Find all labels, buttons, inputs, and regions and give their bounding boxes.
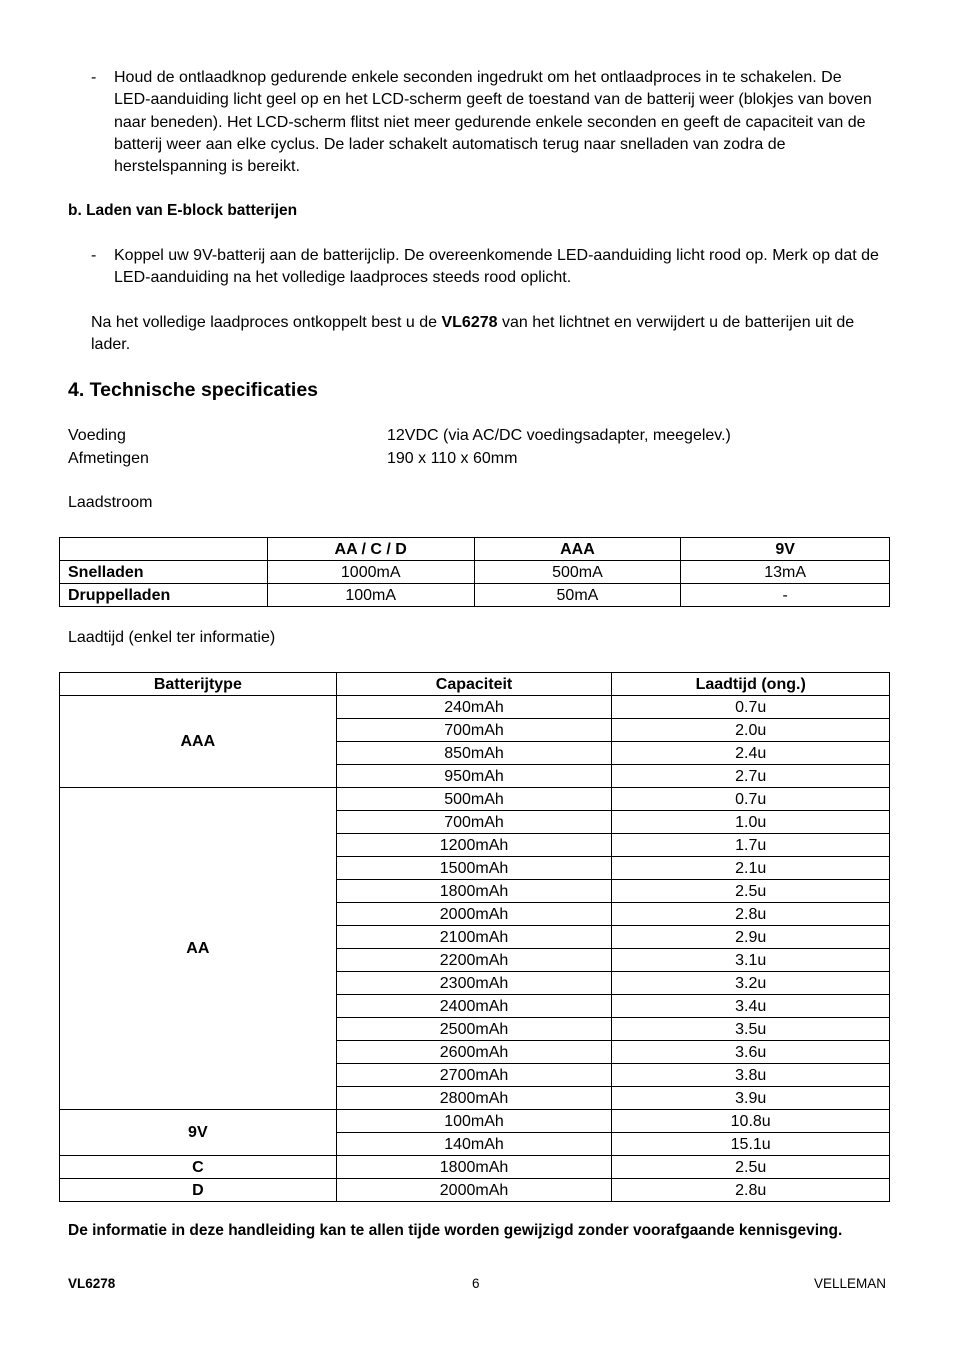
table-row [60, 696, 890, 719]
capacity-cell: 140mAh [336, 1133, 612, 1156]
table-header: Capaciteit [336, 673, 612, 696]
section-4-heading: 4. Technische specificaties [68, 379, 319, 401]
disclaimer-notice: De informatie in deze handleiding kan te allen tijde worden gewijzigd zonder voorafgaande kennisgeving. [68, 1222, 843, 1239]
battery-type-cell: 9V [60, 1110, 337, 1156]
table-header-row [60, 538, 890, 561]
charge-time-cell: 3.8u [612, 1064, 890, 1087]
charge-time-cell: 1.0u [612, 811, 890, 834]
eblock-bullet-text: Koppel uw 9V-batterij aan de batterijclip. De overeenkomende LED-aanduiding licht rood op. Merk op dat de LED-aanduiding na het volledige laadproces steeds rood oplicht. [114, 247, 879, 287]
table-row [60, 584, 890, 607]
discharge-bullet-text: Houd de ontlaadknop gedurende enkele seconden ingedrukt om het ontlaadproces in te schakelen. De LED-aanduiding licht geel op en het LCD-scherm geeft de toestand van de batterij weer (blokjes van boven naar beneden). Het LCD-scherm flitst niet meer gedurende enkele seconden en geeft de capaciteit van de batterij weer aan elke cyclus. De lader schakelt automatisch terug naar snelladen van zodra de herstelspanning is bereikt. [114, 69, 872, 176]
spec-value-afmetingen: 190 x 110 x 60mm [387, 450, 518, 467]
footer-model: VL6278 [68, 1276, 116, 1291]
charge-current-table [59, 537, 890, 607]
table-header [60, 538, 268, 561]
charge-time-cell: 15.1u [612, 1133, 890, 1156]
charge-time-cell: 3.6u [612, 1041, 890, 1064]
spec-label-afmetingen: Afmetingen [68, 450, 149, 467]
capacity-cell: 2300mAh [336, 972, 612, 995]
table-header-row [60, 673, 890, 696]
charge-time-cell: 2.8u [612, 1179, 890, 1202]
capacity-cell: 2600mAh [336, 1041, 612, 1064]
capacity-cell: 2200mAh [336, 949, 612, 972]
capacity-cell: 1500mAh [336, 857, 612, 880]
charge-time-cell: 10.8u [612, 1110, 890, 1133]
charge-time-cell: 3.2u [612, 972, 890, 995]
footer-page-number: 6 [472, 1276, 480, 1291]
capacity-cell: 1800mAh [336, 1156, 612, 1179]
capacity-cell: 2500mAh [336, 1018, 612, 1041]
eblock-bullet [91, 245, 881, 290]
capacity-cell: 2400mAh [336, 995, 612, 1018]
table-header: AAA [474, 538, 681, 561]
table-row [60, 788, 890, 811]
footer-brand: VELLEMAN [813, 1276, 886, 1291]
charge-time-cell: 2.4u [612, 742, 890, 765]
spec-label-voeding: Voeding [68, 427, 126, 444]
charge-time-cell: 3.9u [612, 1087, 890, 1110]
battery-type-cell: AAA [60, 696, 337, 788]
table-cell: 13mA [681, 561, 890, 584]
laadstroom-label: Laadstroom [68, 494, 153, 511]
capacity-cell: 2000mAh [336, 903, 612, 926]
charge-time-cell: 2.9u [612, 926, 890, 949]
charge-time-cell: 0.7u [612, 788, 890, 811]
table-cell: 500mA [474, 561, 681, 584]
table-cell: 1000mA [267, 561, 474, 584]
table-cell: 100mA [267, 584, 474, 607]
para-text-after: van het lichtnet en verwijdert u de batterijen uit de lader. [91, 314, 855, 354]
table-row [60, 1110, 890, 1133]
capacity-cell: 1200mAh [336, 834, 612, 857]
charge-time-cell: 2.0u [612, 719, 890, 742]
charge-time-cell: 3.4u [612, 995, 890, 1018]
capacity-cell: 240mAh [336, 696, 612, 719]
capacity-cell: 100mAh [336, 1110, 612, 1133]
section-b-heading: b. Laden van E-block batterijen [68, 202, 298, 219]
capacity-cell: 700mAh [336, 719, 612, 742]
bullet-dash: - [91, 247, 97, 264]
charge-time-cell: 0.7u [612, 696, 890, 719]
row-label: Druppelladen [60, 584, 268, 607]
table-row [60, 1156, 890, 1179]
spec-value-voeding: 12VDC (via AC/DC voedingsadapter, meegelev.) [387, 427, 731, 444]
charge-time-cell: 2.5u [612, 880, 890, 903]
charge-time-cell: 3.1u [612, 949, 890, 972]
table-header: Batterijtype [60, 673, 337, 696]
table-row [60, 1179, 890, 1202]
charge-time-body [60, 673, 890, 1202]
charge-time-cell: 2.5u [612, 1156, 890, 1179]
capacity-cell: 2100mAh [336, 926, 612, 949]
row-label: Snelladen [60, 561, 268, 584]
table-cell: - [681, 584, 890, 607]
charge-time-cell: 2.8u [612, 903, 890, 926]
table-header: AA / C / D [267, 538, 474, 561]
table-header: Laadtijd (ong.) [612, 673, 890, 696]
model-number: VL6278 [441, 314, 498, 331]
capacity-cell: 2700mAh [336, 1064, 612, 1087]
battery-type-cell: D [60, 1179, 337, 1202]
charge-time-table [59, 672, 890, 1202]
charge-time-cell: 3.5u [612, 1018, 890, 1041]
discharge-bullet [91, 67, 881, 178]
charge-time-cell: 2.7u [612, 765, 890, 788]
battery-type-cell: AA [60, 788, 337, 1110]
capacity-cell: 2000mAh [336, 1179, 612, 1202]
capacity-cell: 1800mAh [336, 880, 612, 903]
charge-time-cell: 1.7u [612, 834, 890, 857]
laadtijd-label: Laadtijd (enkel ter informatie) [68, 629, 276, 646]
para-text-before: Na het volledige laadproces ontkoppelt best u de [91, 314, 442, 331]
capacity-cell: 2800mAh [336, 1087, 612, 1110]
capacity-cell: 700mAh [336, 811, 612, 834]
table-row [60, 561, 890, 584]
table-cell: 50mA [474, 584, 681, 607]
disconnect-paragraph [91, 312, 881, 357]
capacity-cell: 850mAh [336, 742, 612, 765]
charge-time-cell: 2.1u [612, 857, 890, 880]
bullet-dash: - [91, 69, 97, 86]
capacity-cell: 950mAh [336, 765, 612, 788]
battery-type-cell: C [60, 1156, 337, 1179]
capacity-cell: 500mAh [336, 788, 612, 811]
table-header: 9V [681, 538, 890, 561]
